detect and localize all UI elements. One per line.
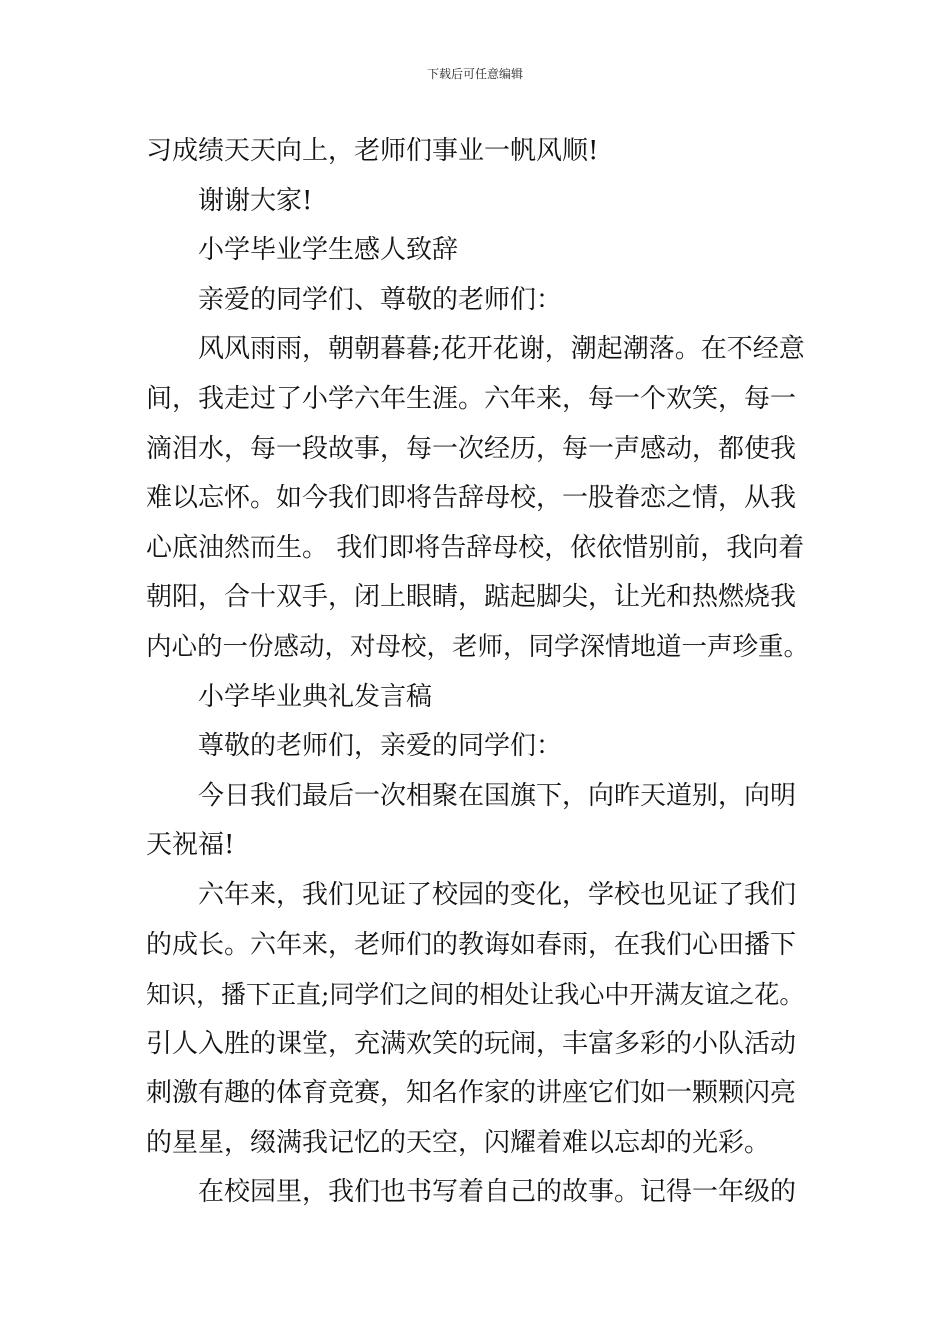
text-line: 尊敬的老师们，亲爱的同学们： bbox=[198, 731, 563, 762]
text-line: 谢谢大家! bbox=[198, 185, 313, 216]
text-line: 今日我们最后一次相聚在国旗下，向昨天道别，向明 bbox=[198, 780, 797, 811]
text-line: 内心的一份感动，对母校，老师，同学深情地道一声珍重。 bbox=[146, 631, 810, 662]
text-line: 小学毕业典礼发言稿 bbox=[198, 681, 433, 712]
text-line: 难以忘怀。如今我们即将告辞母校，一股眷恋之情，从我 bbox=[146, 483, 797, 514]
text-line: 小学毕业学生感人致辞 bbox=[198, 235, 459, 266]
text-line: 在校园里，我们也书写着自己的故事。记得一年级的 bbox=[198, 1177, 797, 1208]
text-line: 朝阳，合十双手，闭上眼睛，踮起脚尖，让光和热燃烧我 bbox=[146, 582, 797, 613]
text-line: 知识，播下正直;同学们之间的相处让我心中开满友谊之花。 bbox=[146, 980, 805, 1010]
page-header: 下载后可任意编辑 bbox=[426, 67, 523, 81]
text-line: 天祝福! bbox=[146, 830, 235, 861]
document-body bbox=[146, 127, 810, 1218]
text-line: 引人入胜的课堂，充满欢笑的玩闹，丰富多彩的小队活动 bbox=[146, 1028, 797, 1059]
text-line: 六年来，我们见证了校园的变化，学校也见证了我们 bbox=[198, 879, 797, 910]
text-line: 刺激有趣的体育竞赛，知名作家的讲座它们如一颗颗闪亮 bbox=[146, 1078, 797, 1109]
text-line: 心底油然而生。 我们即将告辞母校，依依惜别前，我向着 bbox=[146, 532, 805, 563]
text-line: 习成绩天天向上，老师们事业一帆风顺! bbox=[146, 136, 599, 166]
text-line: 间，我走过了小学六年生涯。六年来，每一个欢笑，每一 bbox=[146, 383, 797, 414]
text-line: 的星星，缀满我记忆的天空，闪耀着难以忘却的光彩。 bbox=[146, 1127, 771, 1158]
text-line: 风风雨雨，朝朝暮暮;花开花谢，潮起潮落。在不经意 bbox=[198, 334, 805, 365]
text-line: 滴泪水，每一段故事，每一次经历，每一声感动，都使我 bbox=[146, 433, 797, 464]
text-line: 亲爱的同学们、尊敬的老师们： bbox=[198, 284, 563, 315]
text-line: 的成长。六年来，老师们的教诲如春雨，在我们心田播下 bbox=[146, 929, 797, 960]
